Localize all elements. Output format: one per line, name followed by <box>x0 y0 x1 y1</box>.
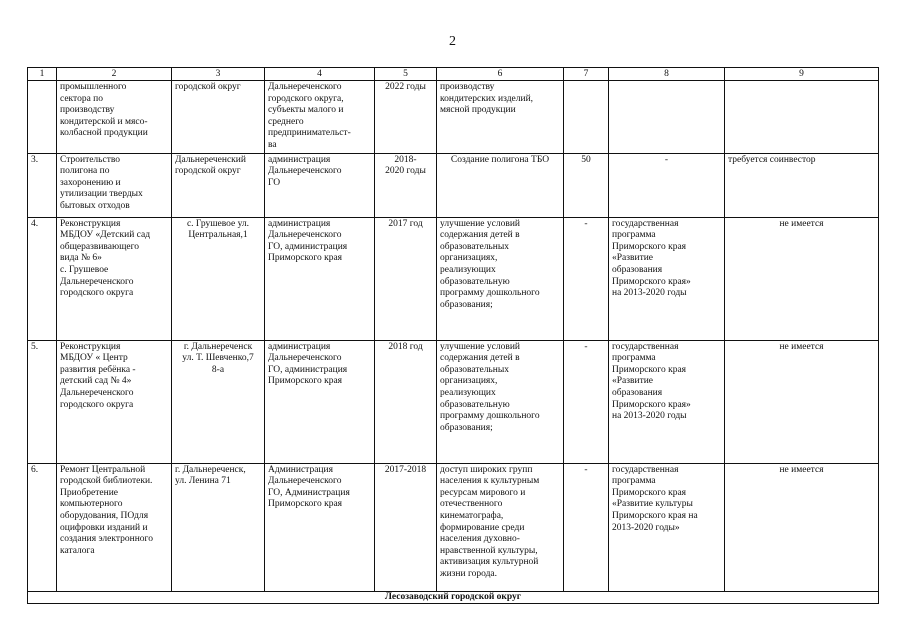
page-number: 2 <box>449 34 456 49</box>
project-program: государственная программа Приморского края «Развитие культуры Приморского края на 2013-2020 годы» <box>609 463 725 591</box>
row-number: 5. <box>28 340 57 463</box>
project-goal: улучшение условий содержания детей в образовательных организациях, реализующих образовательную программу дошкольного образования; <box>437 217 564 340</box>
project-program <box>609 81 725 154</box>
project-executor: администрация Дальнереченского ГО, администрация Приморского края <box>265 217 375 340</box>
project-goal: Создание полигона ТБО <box>437 153 564 217</box>
project-name: Строительство полигона по захоронению и утилизации твердых бытовых отходов <box>57 153 172 217</box>
project-program: - <box>609 153 725 217</box>
column-number: 3 <box>172 68 265 81</box>
project-place: Дальнереченский городской округ <box>172 153 265 217</box>
project-program: государственная программа Приморского края «Развитие образования Приморского края» на 2013-2020 годы <box>609 217 725 340</box>
column-number: 6 <box>437 68 564 81</box>
column-number: 9 <box>725 68 879 81</box>
row-number <box>28 81 57 154</box>
project-program: государственная программа Приморского края «Развитие образования Приморского края» на 2013-2020 годы <box>609 340 725 463</box>
table-row <box>28 217 879 340</box>
table-row <box>28 81 879 154</box>
project-place: г. Дальнереченск, ул. Ленина 71 <box>172 463 265 591</box>
project-sum: - <box>564 463 609 591</box>
project-period: 2017-2018 <box>375 463 437 591</box>
section-row <box>28 591 879 603</box>
column-number: 5 <box>375 68 437 81</box>
project-place: городской округ <box>172 81 265 154</box>
project-note: не имеется <box>725 463 879 591</box>
projects-table <box>27 67 879 604</box>
row-number: 3. <box>28 153 57 217</box>
project-period: 2018- 2020 годы <box>375 153 437 217</box>
table-row <box>28 340 879 463</box>
project-sum: 50 <box>564 153 609 217</box>
project-sum <box>564 81 609 154</box>
row-number: 4. <box>28 217 57 340</box>
table-row <box>28 463 879 591</box>
column-number: 1 <box>28 68 57 81</box>
project-executor: Дальнереченского городского округа, субъекты малого и среднего предпринимательст- ва <box>265 81 375 154</box>
project-goal: доступ широких групп населения к культурным ресурсам мирового и отечественного кинематографа, формирование среди населения духовно- нравственной культуры, активизация культурной жизни города. <box>437 463 564 591</box>
project-name: Реконструкция МБДОУ « Центр развития ребёнка - детский сад № 4» Дальнереченского городского округа <box>57 340 172 463</box>
column-number: 2 <box>57 68 172 81</box>
project-executor: администрация Дальнереченского ГО <box>265 153 375 217</box>
project-note: не имеется <box>725 340 879 463</box>
project-name: промышленного сектора по производству кондитерской и мясо- колбасной продукции <box>57 81 172 154</box>
project-executor: администрация Дальнереченского ГО, администрация Приморского края <box>265 340 375 463</box>
project-note: требуется соинвестор <box>725 153 879 217</box>
column-number: 4 <box>265 68 375 81</box>
column-number: 7 <box>564 68 609 81</box>
table-row <box>28 153 879 217</box>
project-note: не имеется <box>725 217 879 340</box>
project-period: 2017 год <box>375 217 437 340</box>
project-name: Реконструкция МБДОУ «Детский сад общеразвивающего вида № 6» с. Грушевое Дальнереченского городского округа <box>57 217 172 340</box>
project-sum: - <box>564 217 609 340</box>
section-title: Лесозаводский городской округ <box>28 591 879 603</box>
project-place: г. Дальнереченск ул. Т. Шевченко,7 8-а <box>172 340 265 463</box>
column-numbers-row <box>28 68 879 81</box>
project-goal: улучшение условий содержания детей в образовательных организациях, реализующих образовательную программу дошкольного образования; <box>437 340 564 463</box>
project-note <box>725 81 879 154</box>
project-sum: - <box>564 340 609 463</box>
project-place: с. Грушевое ул. Центральная,1 <box>172 217 265 340</box>
project-period: 2018 год <box>375 340 437 463</box>
column-number: 8 <box>609 68 725 81</box>
row-number: 6. <box>28 463 57 591</box>
project-executor: Администрация Дальнереченского ГО, Администрация Приморского края <box>265 463 375 591</box>
project-name: Ремонт Центральной городской библиотеки. Приобретение компьютерного оборудования, ПОдля оцифровки изданий и создания электронного каталога <box>57 463 172 591</box>
project-goal: производству кондитерских изделий, мясной продукции <box>437 81 564 154</box>
project-period: 2022 годы <box>375 81 437 154</box>
